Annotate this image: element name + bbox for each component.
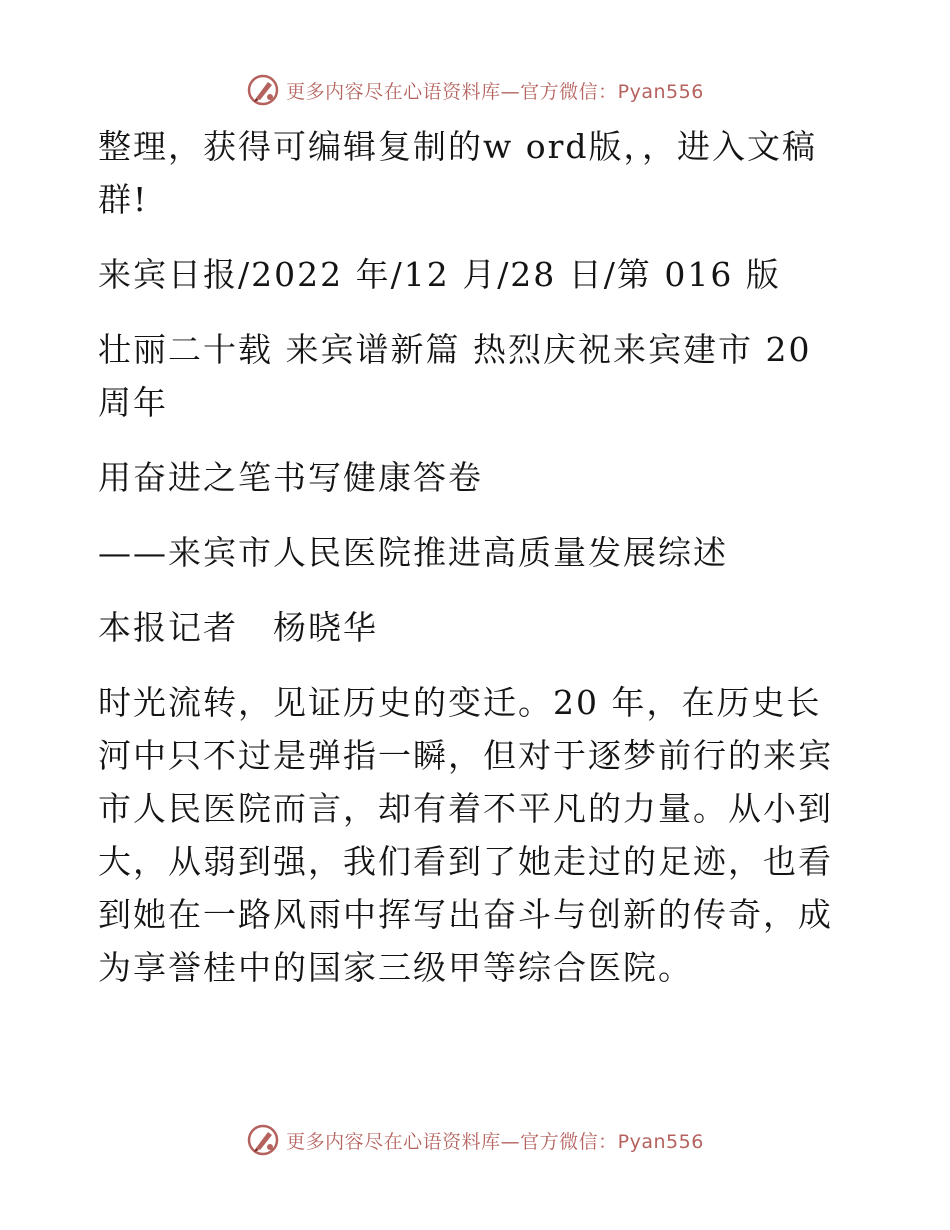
- header-banner-inner: [246, 73, 704, 107]
- footer-banner-separator: —: [500, 1130, 521, 1153]
- article-body-paragraph: 时光流转，见证历史的变迁。20 年，在历史长河中只不过是弹指一瞬，但对于逐梦前行的来宾市人民医院而言，却有着不平凡的力量。从小到大，从弱到强，我们看到了她走过的足迹，也看到她在一路风雨中挥写出奋斗与创新的传奇，成为享誉桂中的国家三级甲等综合医院。: [98, 683, 833, 987]
- pen-logo-icon: [246, 73, 280, 107]
- section-title: 壮丽二十载 来宾谱新篇 热烈庆祝来宾建市 20 周年: [98, 330, 812, 422]
- header-banner-text: [286, 77, 704, 104]
- article-headline: 用奋进之笔书写健康答卷: [98, 458, 483, 497]
- article-byline: 本报记者 杨晓华: [98, 608, 378, 647]
- footer-banner-text: [286, 1127, 704, 1154]
- source-line: 来宾日报/2022 年/12 月/28 日/第 016 版: [98, 255, 781, 294]
- footer-banner-wechat: 官方微信：Pyan556: [520, 1130, 704, 1153]
- header-banner-wechat: 官方微信：Pyan556: [520, 80, 704, 103]
- document-body: [98, 120, 853, 1016]
- header-banner-title: 更多内容尽在心语资料库: [286, 80, 501, 103]
- footer-banner: [0, 1120, 950, 1160]
- pen-logo-icon: [246, 1123, 280, 1157]
- header-banner: [0, 70, 950, 110]
- article-subheadline: ——来宾市人民医院推进高质量发展综述: [98, 533, 728, 572]
- footer-banner-title: 更多内容尽在心语资料库: [286, 1130, 501, 1153]
- intro-paragraph: 整理，获得可编辑复制的w ord版，，进入文稿群!: [98, 127, 818, 219]
- header-banner-separator: —: [500, 80, 521, 103]
- footer-banner-inner: [246, 1123, 704, 1157]
